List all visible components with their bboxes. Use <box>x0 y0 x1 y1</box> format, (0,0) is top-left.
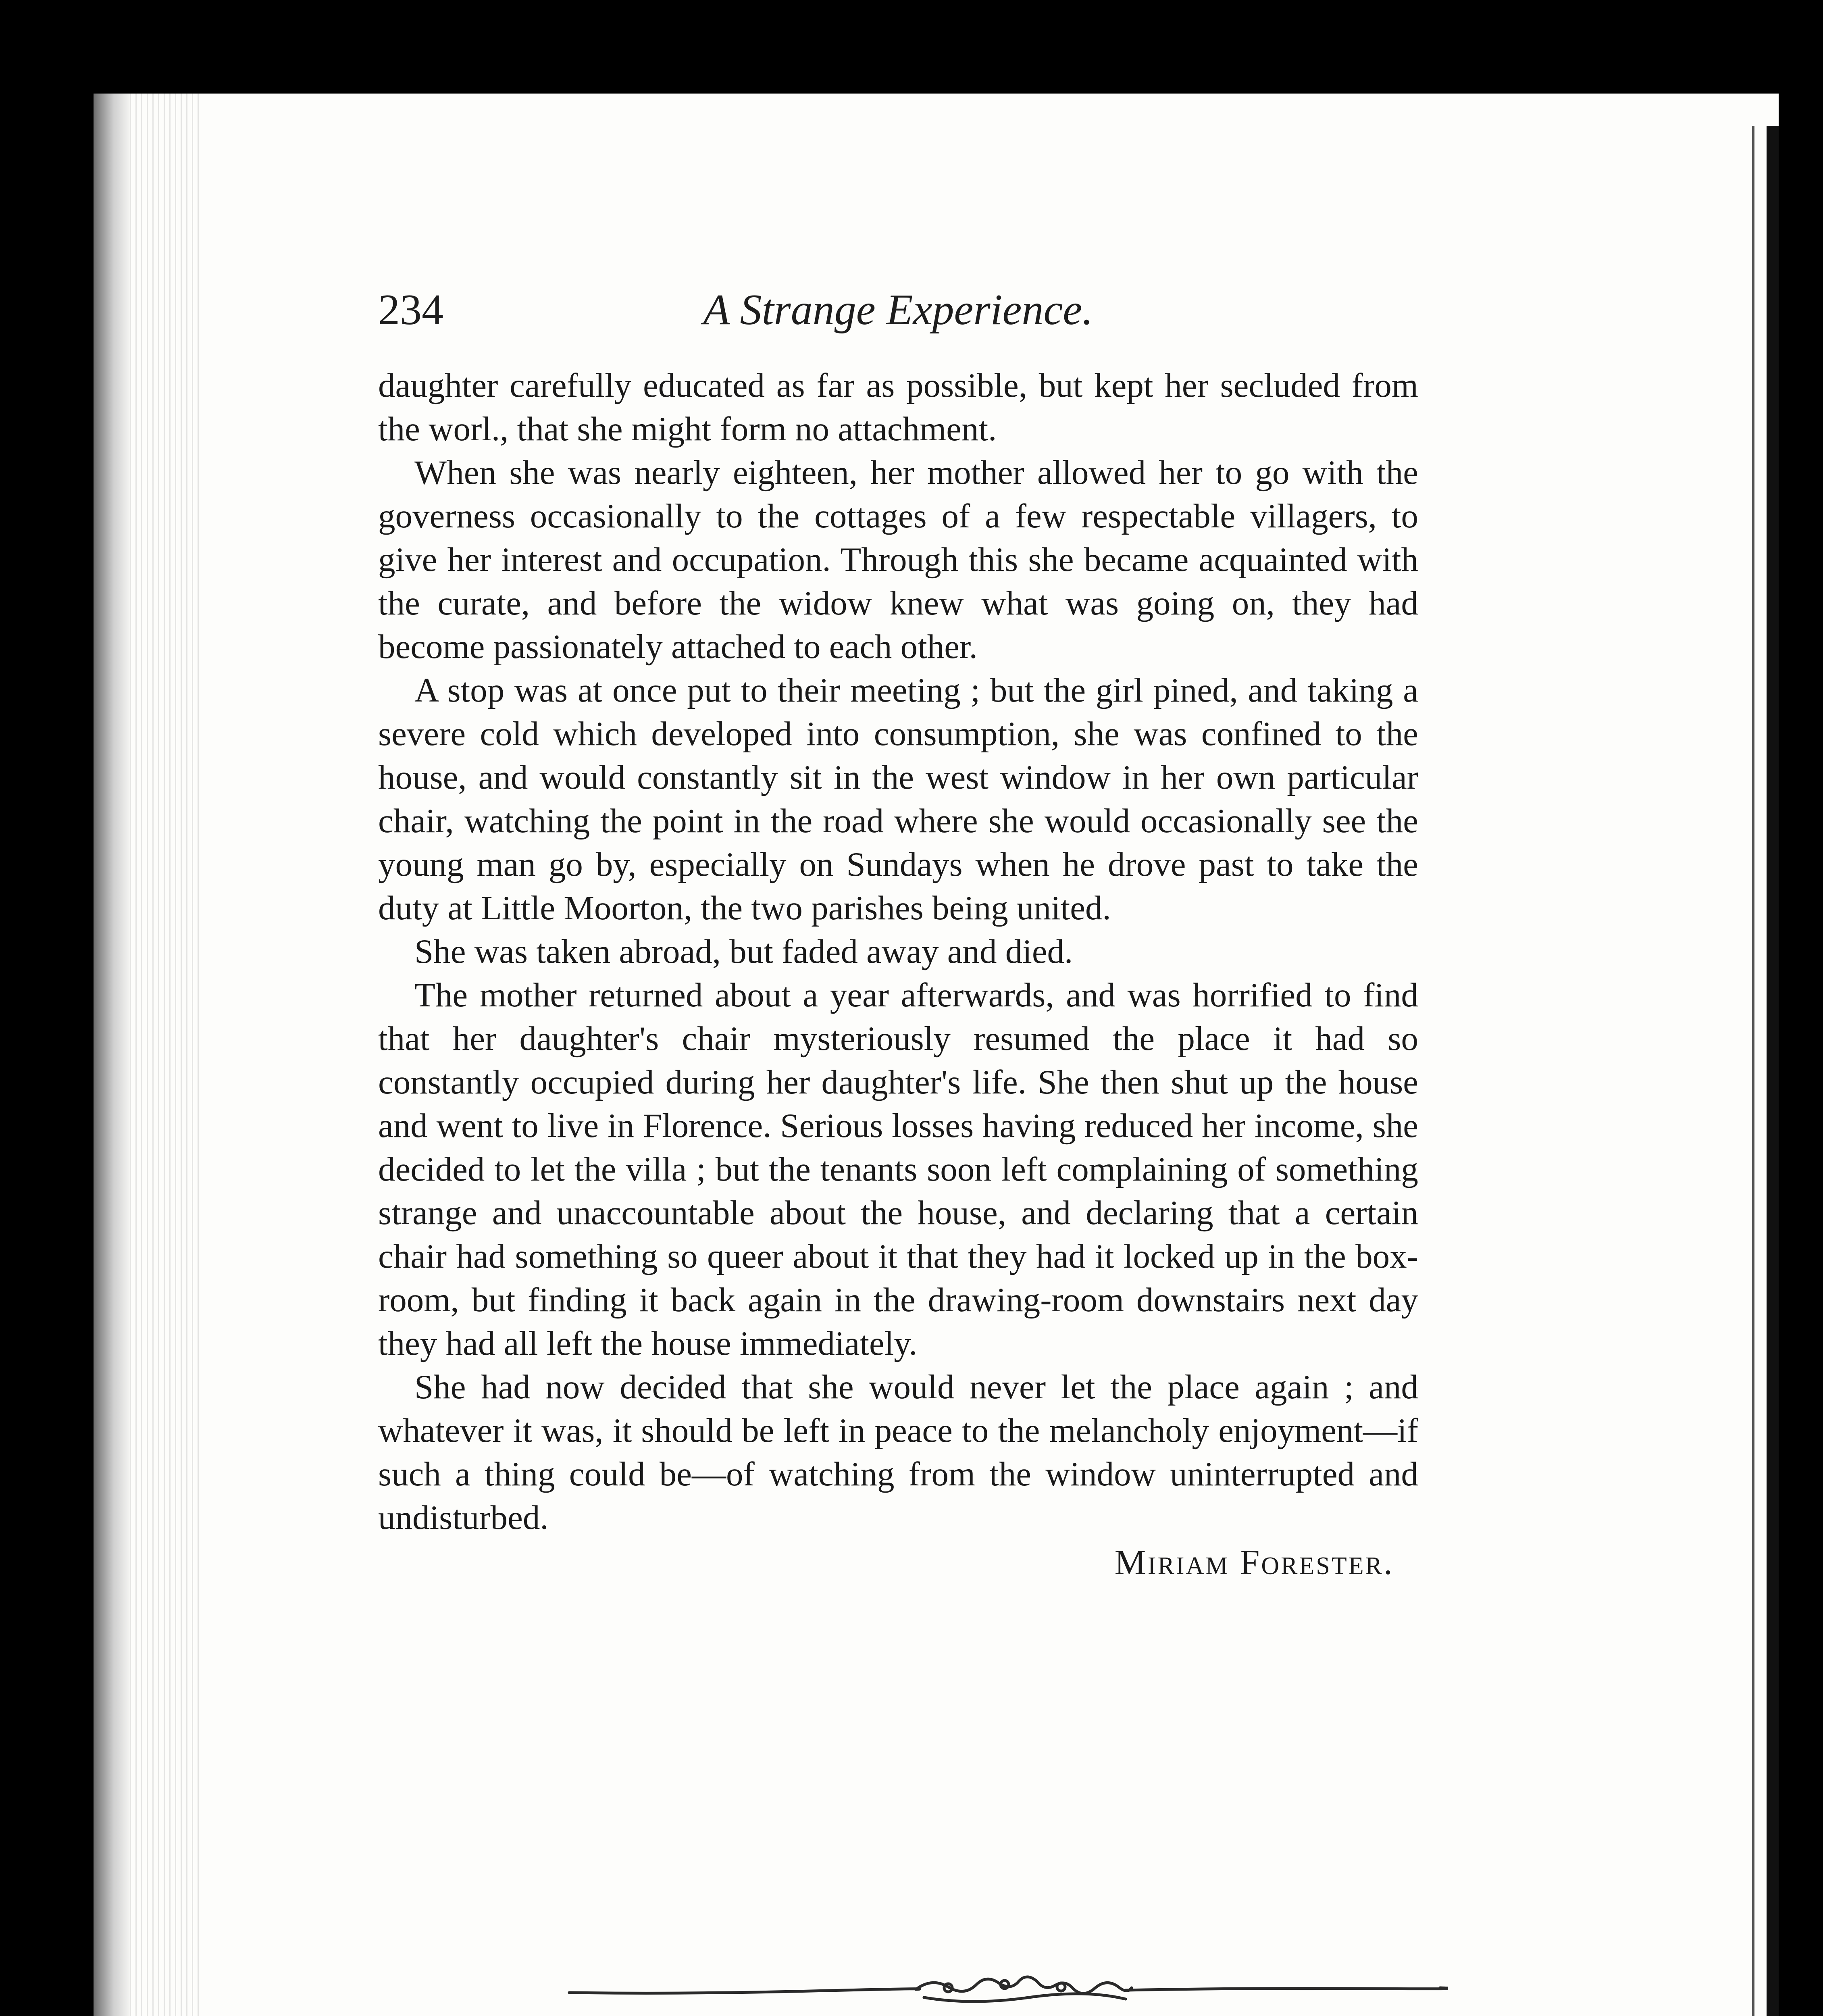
paragraph: daughter carefully educated as far as possible, but kept her secluded from the worl., that she might form no attachment. <box>378 367 1418 448</box>
facing-page-edge-line <box>1752 126 1754 2016</box>
running-head: A Strange Experience. <box>703 286 1093 334</box>
paragraph: A stop was at once put to their meeting ; but the girl pined, and taking a severe cold which developed into consumption, she was confined to the house, and would constantly sit in the west window in her own particular chair, watching the point in the road where she would occasionally see the young man go by, especially on Sundays when he drove past to take the duty at Little Moorton, the two parishes being united. <box>378 671 1418 927</box>
author-signature: Miriam Forester. <box>1114 1543 1394 1582</box>
paragraph: The mother returned about a year afterwards, and was horrified to find that her daughter's chair mysteriously resumed the place it had so constantly occupied during her daughter's life. She then shut up the house and went to live in Florence. Serious losses having reduced her income, she decided to let the villa ; but the tenants soon left complaining of something strange and unaccountable about the house, and declaring that a certain chair had something so queer about it that they had it locked up in the box-room, but finding it back again in the drawing-room downstairs next day they had all left the house immediately. <box>378 976 1418 1362</box>
page-number: 234 <box>378 286 443 334</box>
scroll-flourish-icon <box>561 1964 1448 2013</box>
page-gutter <box>94 94 130 2016</box>
paragraph: When she was nearly eighteen, her mother allowed her to go with the governess occasionally to the cottages of a few respectable villagers, to give her interest and occupation. Through this she became acquainted with the curate, and before the widow knew what was going on, they had become passionately attached to each other. <box>378 454 1418 666</box>
facing-page-edge <box>1767 126 1779 2016</box>
paragraph: She had now decided that she would never let the place again ; and whatever it was, it should be left in peace to the melancholy enjoyment—if such a thing could be—of watching from the window uninterrupted and undisturbed. <box>378 1368 1418 1537</box>
paragraph: She was taken abroad, but faded away and died. <box>414 933 1073 971</box>
gutter-shading <box>130 94 202 2016</box>
book-page <box>94 94 1779 2016</box>
article-body <box>378 364 1418 1585</box>
page-header <box>378 285 1418 337</box>
